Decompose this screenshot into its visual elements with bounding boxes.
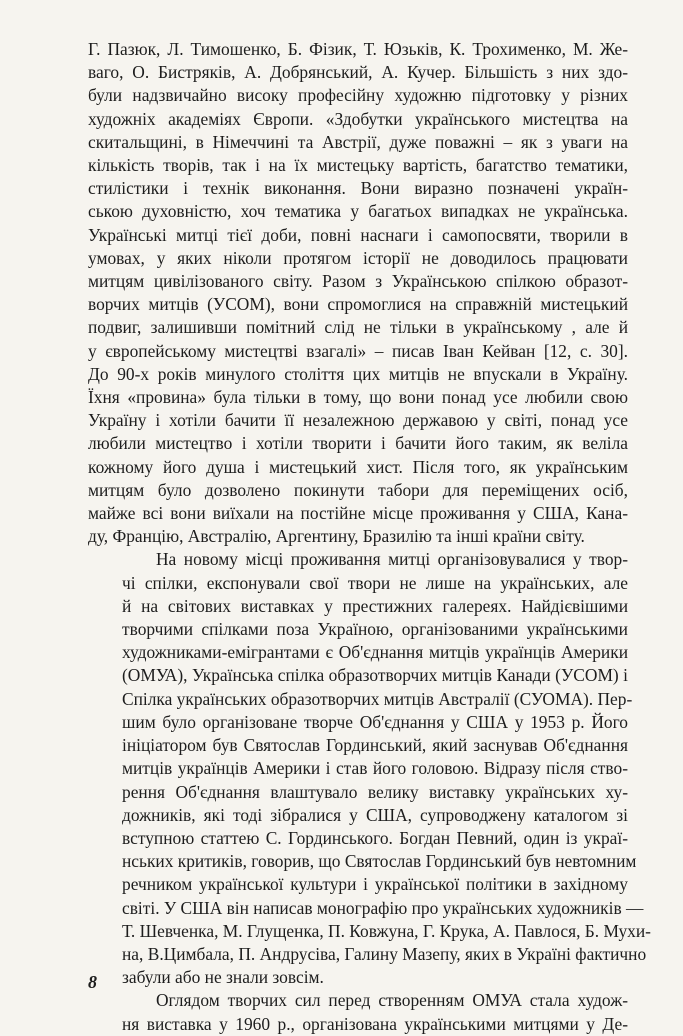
text-line: митців українців Америки і став його головою. Відразу після ство- xyxy=(122,758,628,779)
text-line: були надзвичайно високу професійну художню підготовку у різних xyxy=(88,85,628,106)
text-line: художниками-емігрантами є Об'єднання митців українців Америки xyxy=(122,642,628,663)
text-line: До 90-х років минулого століття цих митців не впускали в Україну. xyxy=(88,363,628,384)
text-line: й на світових виставках у престижних галереях. Найдієвішими xyxy=(122,595,628,616)
text-line: Спілка українських образотворчих митців Австралії (СУОМА). Пер- xyxy=(122,688,633,709)
text-line: у європейському мистецтві взагалі» – писав Іван Кейван [12, с. 30]. xyxy=(88,340,628,361)
text-line: чі спілки, експонували свої твори не лише на українських, але xyxy=(122,572,628,593)
text-line: кожному його душа і мистецький хист. Після того, як українським xyxy=(88,456,628,477)
text-line: нських критиків, говорив, що Святослав Гординський був невтомним xyxy=(122,851,637,872)
text-line: ня виставка у 1960 р., організована українськими митцями у Де- xyxy=(122,1013,628,1034)
text-line: ворчих митців (УСОМ), вони спромоглися на справжній мистецький xyxy=(88,294,628,315)
text-line: митцям цивілізованого світу. Разом з Українською спілкою образот- xyxy=(88,271,628,292)
text-line: вступною статтею С. Гординського. Богдан Певний, один із украї- xyxy=(122,827,628,848)
body-text xyxy=(88,38,651,1036)
text-line: На новому місці проживання митці організовувалися у твор- xyxy=(156,549,628,570)
text-line: скитальщині, в Німеччині та Австрії, дуже поважні – як з уваги на xyxy=(88,131,628,152)
text-line: ваго, О. Бистряків, А. Добрянський, А. Кучер. Більшість з них здо- xyxy=(88,62,628,83)
text-line: умовах, у яких ніколи протягом історії не доводилось працювати xyxy=(88,247,628,268)
text-line: творчими спілками поза Україною, організованими українськими xyxy=(122,619,628,640)
text-line: художніх академіях Європи. «Здобутки українського мистецтва на xyxy=(88,108,628,129)
text-line: (ОМУА), Українська спілка образотворчих митців Канади (УСОМ) і xyxy=(122,665,628,686)
paragraph xyxy=(88,989,628,1035)
text-line: стилістики і технік виконання. Вони виразно позначені україн- xyxy=(88,178,628,199)
text-line: кількість творів, так і на їх мистецьку вартість, багатство тематики, xyxy=(88,155,628,176)
text-line: ду, Францію, Австралію, Аргентину, Бразилію та інші країни світу. xyxy=(88,526,585,547)
text-line: митцям було дозволено покинути табори для переміщених осіб, xyxy=(88,479,628,500)
text-line: ською духовністю, хоч тематика у багатьох випадках не українська. xyxy=(88,201,628,222)
text-line: Т. Шевченка, М. Глущенка, П. Ковжуна, Г. Крука, А. Павлося, Б. Мухи- xyxy=(122,920,651,941)
text-line: подвиг, залишивши помітний слід не тільки в українському , але й xyxy=(88,317,628,338)
text-line: забули або не знали зовсім. xyxy=(122,967,324,988)
text-line: Оглядом творчих сил перед створенням ОМУА стала худож- xyxy=(156,990,628,1011)
page-number: 8 xyxy=(88,972,97,992)
text-line: майже всі вони виїхали на постійне місце проживання у США, Кана- xyxy=(88,503,628,524)
text-line: речником української культури і української політики в західному xyxy=(122,874,628,895)
text-line: любили мистецтво і хотіли творити і бачити його таким, як веліла xyxy=(88,433,628,454)
text-line: світі. У США він написав монографію про українських художників — xyxy=(122,897,644,918)
text-line: Українські митці тієї доби, повні наснаги і самопосвяти, творили в xyxy=(88,224,628,245)
text-line: шим було організоване творче Об'єднання у США у 1953 р. Його xyxy=(122,711,628,732)
paragraph xyxy=(88,548,651,989)
text-line: Г. Пазюк, Л. Тимошенко, Б. Фізик, Т. Юзьків, К. Трохименко, М. Же- xyxy=(88,39,628,59)
text-line: ініціатором був Святослав Гординський, який заснував Об'єднання xyxy=(122,735,628,756)
text-line: Україну і хотіли бачити її незалежною державою у світі, понад усе xyxy=(88,410,628,431)
text-line: на, В.Цимбала, П. Андрусіва, Галину Мазепу, яких в Україні фактично xyxy=(122,943,647,964)
paragraph xyxy=(88,38,628,548)
text-line: рення Об'єднання влаштувало велику виставку українських ху- xyxy=(122,781,628,802)
text-line: дожників, які тоді зібралися у США, супроводжену каталогом зі xyxy=(122,804,628,825)
text-line: Їхня «провина» була тільки в тому, що вони понад усе любили свою xyxy=(88,387,628,408)
